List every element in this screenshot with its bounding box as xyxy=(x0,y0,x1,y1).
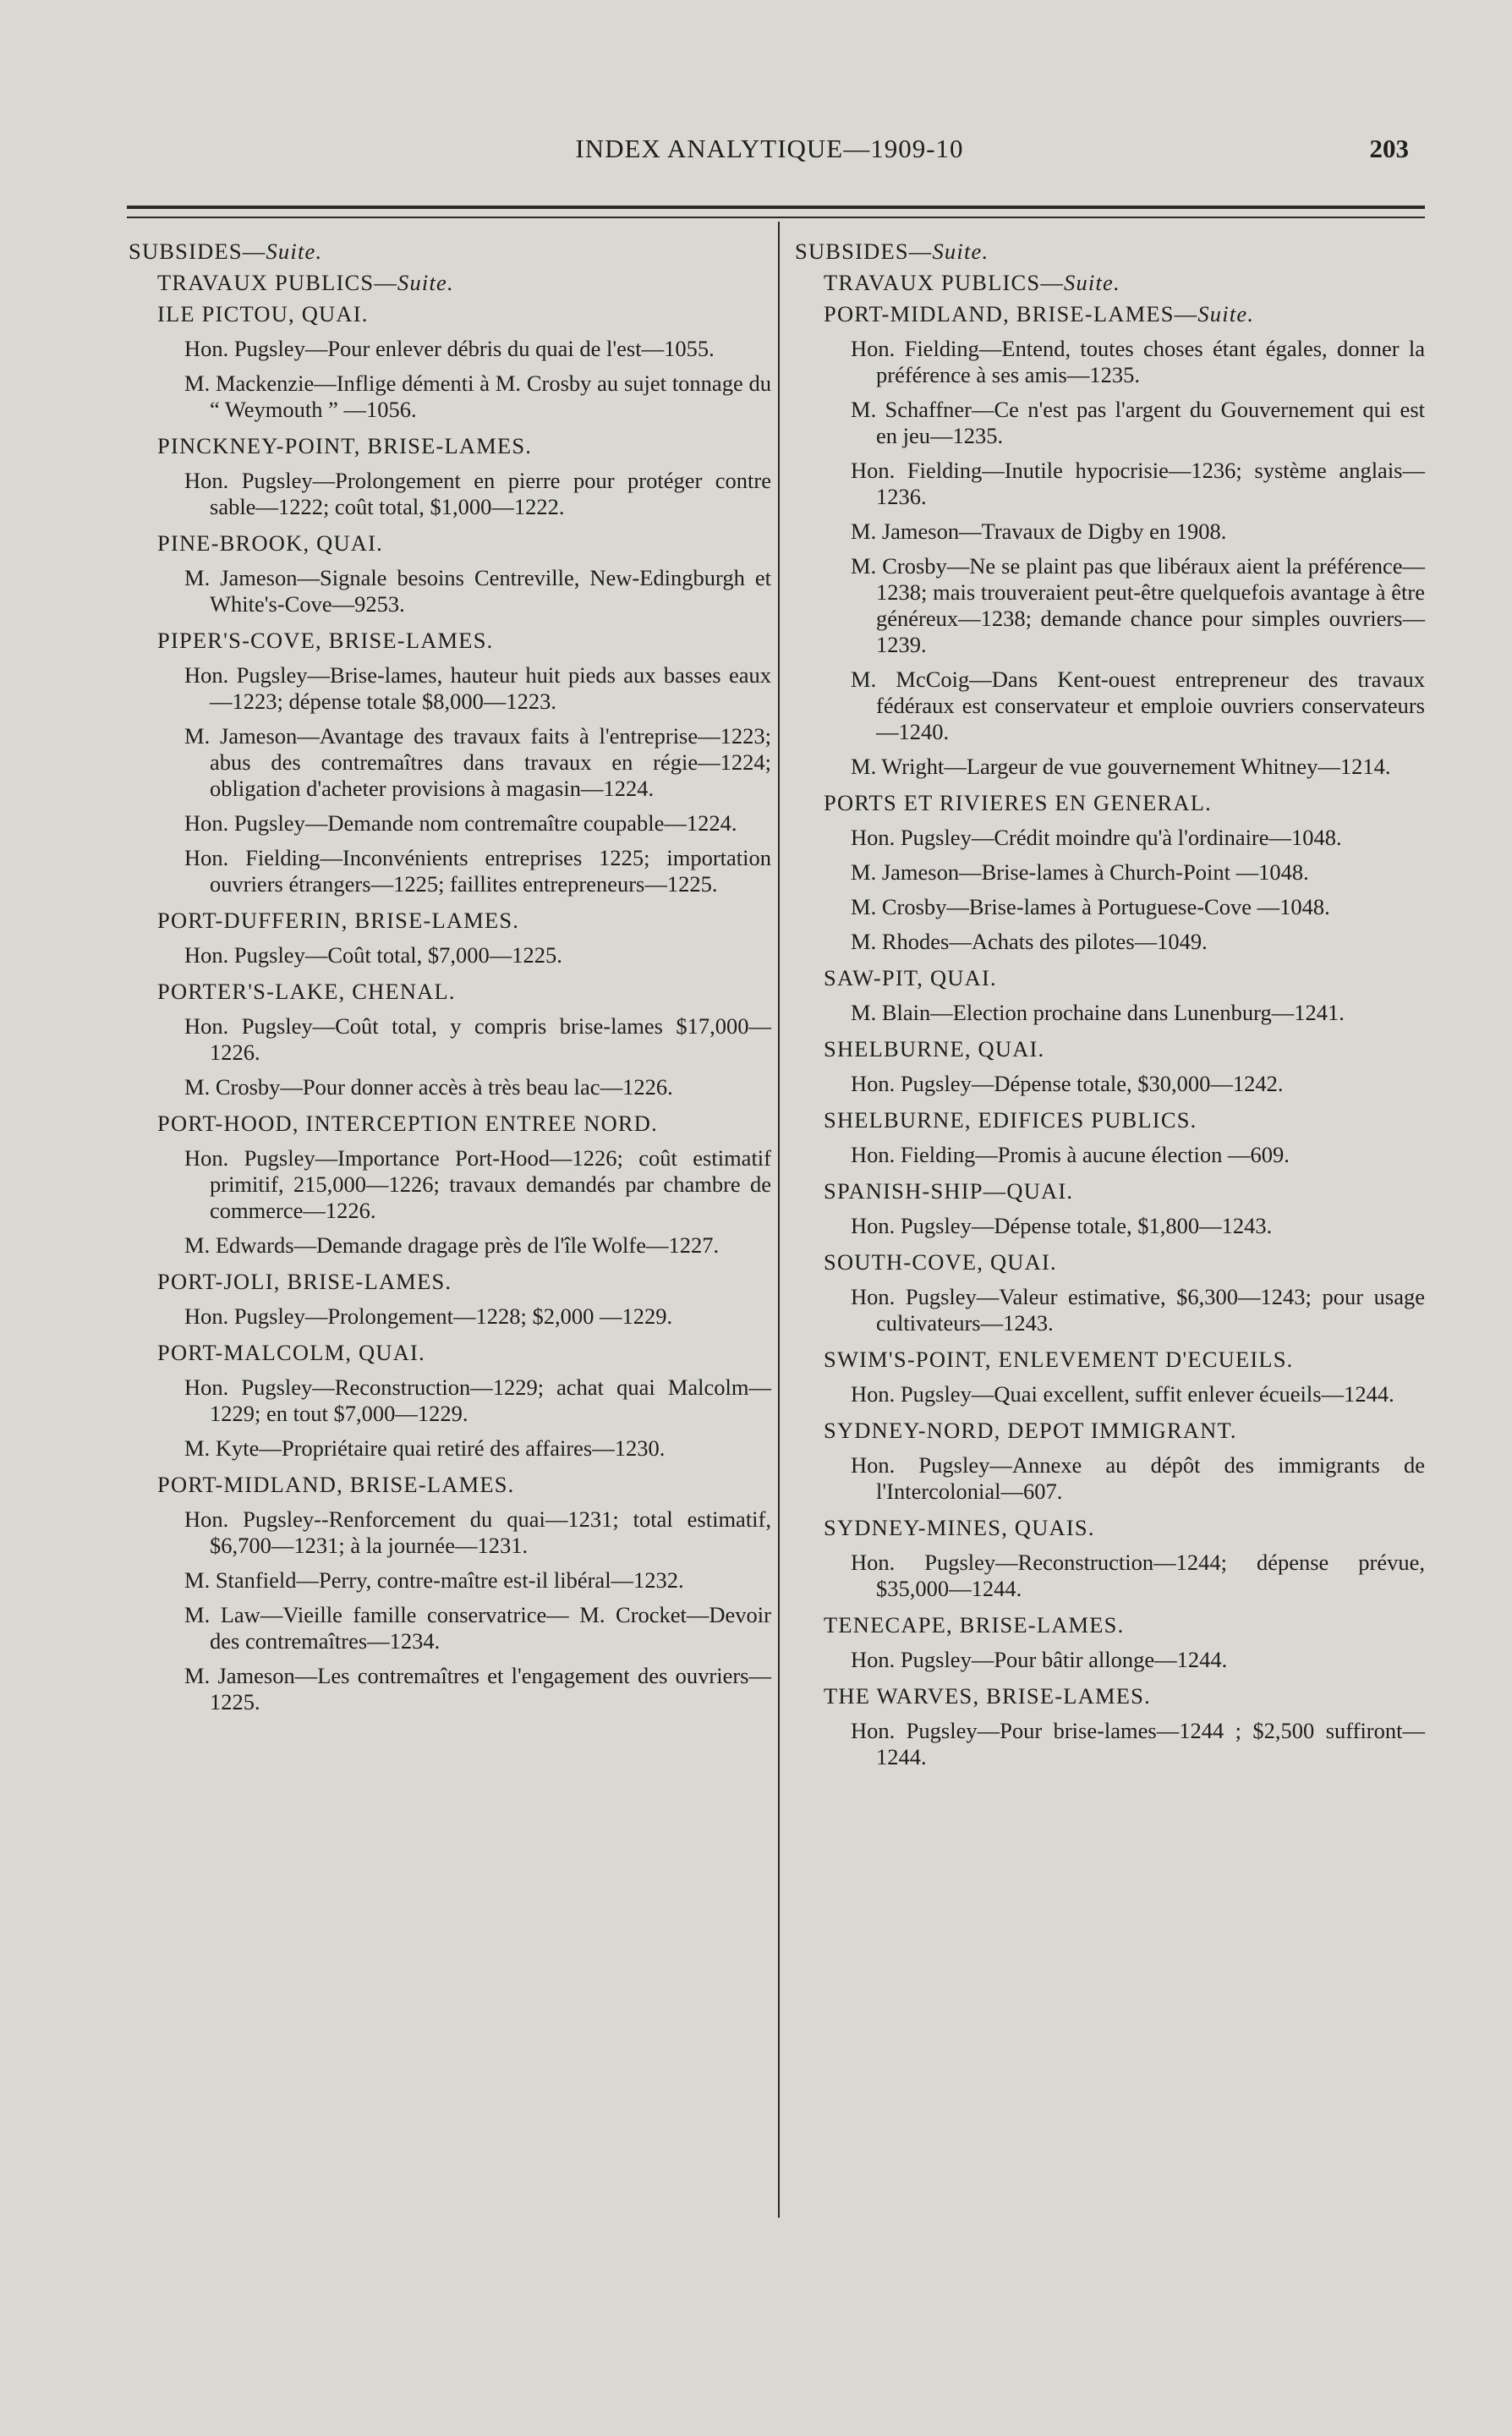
index-entry: M. Crosby—Brise-lames à Portuguese-Cove —1048. xyxy=(851,894,1330,919)
section-heading: PORTS ET RIVIERES EN GENERAL. xyxy=(824,790,1212,815)
index-entry: Hon. Pugsley—Pour enlever débris du quai de l'est—1055. xyxy=(184,336,715,361)
subcategory-heading: TRAVAUX PUBLICS—Suite. xyxy=(824,270,1120,295)
index-entry: M. Kyte—Propriétaire quai retiré des affaires—1230. xyxy=(184,1435,666,1461)
index-entry: M. Edwards—Demande dragage près de l'île Wolfe—1227. xyxy=(184,1232,720,1258)
section-heading: SAW-PIT, QUAI. xyxy=(824,965,997,990)
section-heading: TENECAPE, BRISE-LAMES. xyxy=(824,1612,1125,1638)
index-entry: Hon. Pugsley—Crédit moindre qu'à l'ordinaire—1048. xyxy=(851,825,1342,850)
index-entry: M. Jameson—Brise-lames à Church-Point —1048. xyxy=(851,859,1309,885)
index-entry: Hon. Pugsley—Coût total, $7,000—1225. xyxy=(184,942,562,968)
index-entry: M. Law—Vieille famille conservatrice— M. Crocket—Devoir des contremaîtres—1234. xyxy=(184,1602,771,1654)
section-heading: SYDNEY-MINES, QUAIS. xyxy=(824,1515,1095,1540)
category-heading: SUBSIDES—Suite. xyxy=(795,239,989,264)
section-heading: PORT-JOLI, BRISE-LAMES. xyxy=(157,1269,452,1294)
index-entry: Hon. Pugsley—Prolongement—1228; $2,000 —1229. xyxy=(184,1303,673,1329)
index-entry: M. Blain—Election prochaine dans Lunenburg—1241. xyxy=(851,1000,1345,1025)
index-entry: Hon. Pugsley—Valeur estimative, $6,300—1243; pour usage cultivateurs—1243. xyxy=(851,1284,1425,1336)
index-entry: Hon. Pugsley—Brise-lames, hauteur huit pieds aux basses eaux—1223; dépense totale $8,000—1223. xyxy=(184,662,771,714)
index-entry: M. Rhodes—Achats des pilotes—1049. xyxy=(851,929,1208,954)
index-entry: Hon. Pugsley—Reconstruction—1244; dépense prévue, $35,000—1244. xyxy=(851,1550,1425,1601)
index-entry: Hon. Pugsley--Renforcement du quai—1231; total estimatif, $6,700—1231; à la journée—1231. xyxy=(184,1506,771,1558)
index-entry: Hon. Fielding—Inutile hypocrisie—1236; système anglais—1236. xyxy=(851,458,1425,509)
section-heading: PORT-DUFFERIN, BRISE-LAMES. xyxy=(157,908,520,933)
index-entry: M. Jameson—Signale besoins Centreville, New-Edingburgh et White's-Cove—9253. xyxy=(184,565,771,617)
index-entry: Hon. Pugsley—Demande nom contremaître coupable—1224. xyxy=(184,810,737,836)
index-entry: Hon. Pugsley—Dépense totale, $30,000—1242. xyxy=(851,1071,1284,1096)
index-entry: Hon. Fielding—Entend, toutes choses étant égales, donner la préférence à ses amis—1235. xyxy=(851,336,1425,387)
header-rule-thin xyxy=(127,217,1425,218)
index-entry: M. Mackenzie—Inflige démenti à M. Crosby au sujet tonnage du “ Weymouth ” —1056. xyxy=(184,370,771,422)
section-heading: PORT-MIDLAND, BRISE-LAMES. xyxy=(157,1472,515,1497)
section-heading: PORT-MIDLAND, BRISE-LAMES—Suite. xyxy=(824,301,1255,326)
section-heading: PORT-HOOD, INTERCEPTION ENTREE NORD. xyxy=(157,1111,658,1136)
index-entry: Hon. Pugsley—Importance Port-Hood—1226; coût estimatif primitif, 215,000—1226; travaux demandés par chambre de commerce—1226. xyxy=(184,1145,771,1223)
index-entry: Hon. Pugsley—Pour bâtir allonge—1244. xyxy=(851,1647,1228,1672)
page-header xyxy=(127,134,1412,176)
section-heading: SHELBURNE, QUAI. xyxy=(824,1036,1045,1062)
section-heading: PORTER'S-LAKE, CHENAL. xyxy=(157,979,456,1004)
index-entry: Hon. Fielding—Inconvénients entreprises 1225; importation ouvriers étrangers—1225; faillites entrepreneurs—1225. xyxy=(184,845,771,897)
section-heading: SHELBURNE, EDIFICES PUBLICS. xyxy=(824,1107,1197,1133)
index-entry: Hon. Pugsley—Quai excellent, suffit enlever écueils—1244. xyxy=(851,1381,1394,1407)
index-entry: M. Jameson—Avantage des travaux faits à l'entreprise—1223; abus des contremaîtres dans travaux en régie—1224; obligation d'acheter provisions à magasin—1224. xyxy=(184,723,771,801)
section-heading: THE WARVES, BRISE-LAMES. xyxy=(824,1683,1151,1709)
index-entry: Hon. Pugsley—Reconstruction—1229; achat quai Malcolm—1229; en tout $7,000—1229. xyxy=(184,1374,771,1426)
section-heading: PINE-BROOK, QUAI. xyxy=(157,530,383,556)
section-heading: PIPER'S-COVE, BRISE-LAMES. xyxy=(157,628,494,653)
index-entry: Hon. Pugsley—Annexe au dépôt des immigrants de l'Intercolonial—607. xyxy=(851,1452,1425,1504)
index-entry: M. Wright—Largeur de vue gouvernement Whitney—1214. xyxy=(851,754,1391,779)
section-heading: SWIM'S-POINT, ENLEVEMENT D'ECUEILS. xyxy=(824,1347,1294,1372)
index-entry: M. Crosby—Pour donner accès à très beau lac—1226. xyxy=(184,1074,673,1100)
page-number: 203 xyxy=(1369,134,1409,163)
index-entry: M. Schaffner—Ce n'est pas l'argent du Gouvernement qui est en jeu—1235. xyxy=(851,397,1425,448)
right-sections xyxy=(795,301,1425,1770)
section-heading: PINCKNEY-POINT, BRISE-LAMES. xyxy=(157,433,533,458)
running-title: INDEX ANALYTIQUE—1909-10 xyxy=(575,134,964,163)
index-entry: M. Stanfield—Perry, contre-maître est-il libéral—1232. xyxy=(184,1567,684,1593)
index-entry: M. Jameson—Les contremaîtres et l'engagement des ouvriers—1225. xyxy=(184,1663,771,1715)
section-heading: SOUTH-COVE, QUAI. xyxy=(824,1249,1057,1275)
section-heading: PORT-MALCOLM, QUAI. xyxy=(157,1340,425,1365)
index-entry: M. Crosby—Ne se plaint pas que libéraux aient la préférence—1238; mais trouveraient peut-être quelquefois avantage à être généreux—1238; demande chance pour simples ouvriers—1239. xyxy=(851,553,1425,657)
right-column xyxy=(795,239,1425,1779)
index-entry: Hon. Pugsley—Coût total, y compris brise-lames $17,000—1226. xyxy=(184,1013,771,1065)
header-rule-thick xyxy=(127,206,1425,209)
left-sections xyxy=(129,301,771,1715)
section-heading: SPANISH-SHIP—QUAI. xyxy=(824,1178,1074,1204)
subcategory-heading: TRAVAUX PUBLICS—Suite. xyxy=(157,270,454,295)
index-entry: M. Jameson—Travaux de Digby en 1908. xyxy=(851,518,1227,544)
index-entry: Hon. Fielding—Promis à aucune élection —609. xyxy=(851,1142,1290,1167)
index-entry: M. McCoig—Dans Kent-ouest entrepreneur des travaux fédéraux est conservateur et emploie ouvriers conservateurs—1240. xyxy=(851,667,1425,744)
section-heading: ILE PICTOU, QUAI. xyxy=(157,301,369,326)
left-column xyxy=(129,239,771,1724)
index-entry: Hon. Pugsley—Pour brise-lames—1244 ; $2,500 suffiront—1244. xyxy=(851,1718,1425,1769)
section-heading: SYDNEY-NORD, DEPOT IMMIGRANT. xyxy=(824,1418,1237,1443)
category-heading: SUBSIDES—Suite. xyxy=(129,239,323,264)
index-entry: Hon. Pugsley—Prolongement en pierre pour protéger contre sable—1222; coût total, $1,000—1222. xyxy=(184,468,771,519)
index-entry: Hon. Pugsley—Dépense totale, $1,800—1243. xyxy=(851,1213,1273,1238)
column-divider xyxy=(778,222,780,2218)
